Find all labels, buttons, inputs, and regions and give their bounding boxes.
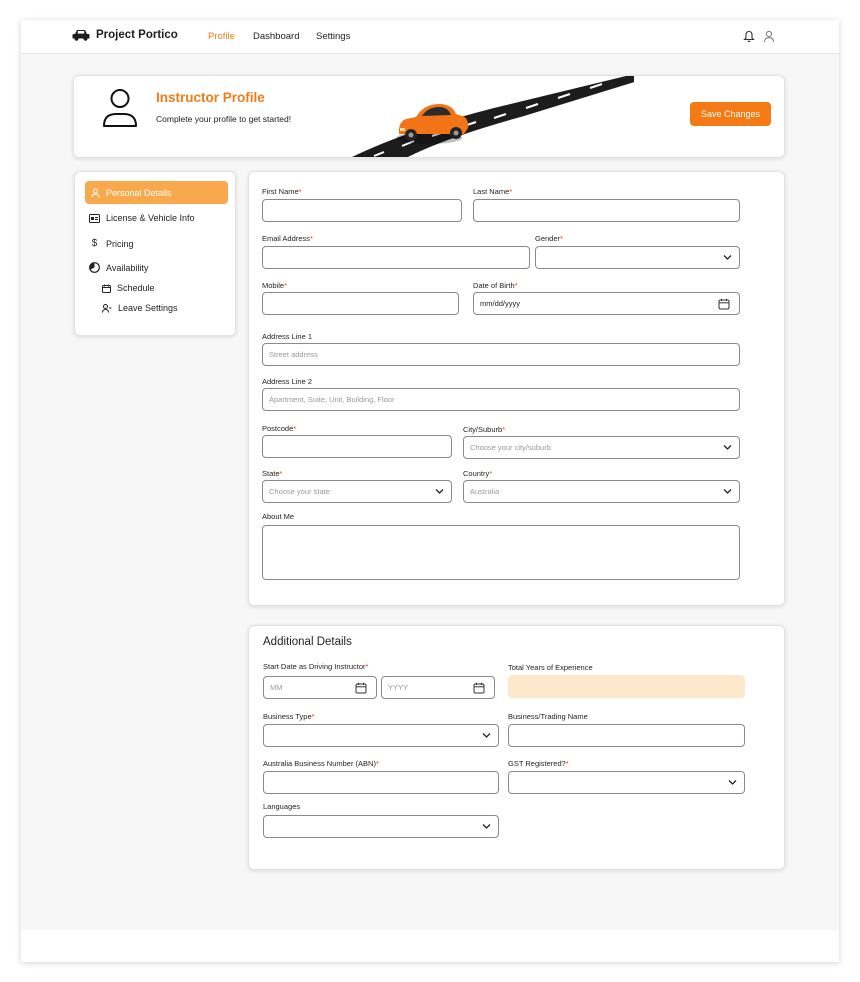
avatar-icon — [100, 88, 140, 130]
user-minus-icon — [102, 304, 112, 313]
calendar-icon[interactable] — [473, 682, 485, 694]
sidebar-item-label: Availability — [106, 262, 149, 273]
city-label: City/Suburb* — [463, 425, 506, 434]
sidebar-item-availability[interactable] — [89, 262, 148, 273]
gst-label: GST Registered?* — [508, 759, 569, 768]
postcode-label: Postcode* — [262, 424, 297, 433]
trading-name-input[interactable] — [508, 724, 745, 747]
state-label: State* — [262, 469, 283, 478]
start-year-input[interactable] — [381, 676, 495, 699]
start-date-label: Start Date as Driving Instructor* — [263, 662, 369, 671]
email-label: Email Address* — [262, 234, 313, 243]
first-name-input[interactable] — [262, 199, 462, 222]
email-input[interactable] — [262, 246, 530, 269]
start-month-input[interactable] — [263, 676, 377, 699]
personal-details-card — [248, 171, 785, 606]
address1-placeholder: Street address — [269, 350, 318, 359]
sidebar-item-leave-settings[interactable] — [102, 303, 178, 313]
profile-header-card — [73, 75, 785, 158]
calendar-icon[interactable] — [355, 682, 367, 694]
abn-input[interactable] — [263, 771, 499, 794]
address2-placeholder: Apartment, Suite, Unit, Building, Floor — [269, 395, 395, 404]
total-years-field — [508, 675, 745, 698]
about-textarea[interactable] — [262, 525, 740, 580]
profile-sidebar — [74, 171, 236, 336]
page-title: Instructor Profile — [156, 90, 265, 105]
languages-label: Languages — [263, 802, 301, 811]
dob-value: mm/dd/yyyy — [480, 299, 521, 308]
dob-input[interactable] — [473, 292, 740, 315]
sidebar-item-label: Pricing — [106, 238, 134, 249]
country-label: Country* — [463, 469, 493, 478]
address1-label: Address Line 1 — [262, 332, 313, 341]
total-years-label: Total Years of Experience — [508, 663, 593, 672]
car-icon — [72, 28, 90, 42]
state-select[interactable] — [262, 480, 452, 503]
address1-input[interactable] — [262, 343, 740, 366]
sidebar-item-label: Leave Settings — [118, 303, 178, 313]
about-label: About Me — [262, 512, 295, 521]
gender-label: Gender* — [535, 234, 563, 243]
gender-select[interactable] — [535, 246, 740, 269]
brand[interactable] — [72, 28, 178, 42]
car-on-road-illustration — [344, 76, 634, 158]
country-select[interactable] — [463, 480, 740, 503]
mobile-label: Mobile* — [262, 281, 288, 290]
id-card-icon — [89, 214, 100, 223]
top-navbar — [21, 20, 839, 54]
sidebar-item-label: Schedule — [117, 283, 155, 293]
sidebar-item-personal-details[interactable] — [85, 181, 228, 204]
calendar-icon[interactable] — [718, 298, 730, 310]
city-placeholder: Choose your city/suburb — [470, 443, 551, 452]
save-changes-button[interactable]: Save Changes — [690, 102, 771, 126]
nav-settings[interactable]: Settings — [316, 31, 351, 42]
sidebar-item-license[interactable] — [89, 213, 195, 223]
abn-label: Australia Business Number (ABN)* — [263, 759, 379, 768]
mobile-input[interactable] — [262, 292, 459, 315]
bell-icon[interactable] — [743, 30, 755, 43]
city-select[interactable] — [463, 436, 740, 459]
dob-label: Date of Birth* — [473, 281, 518, 290]
calendar-icon — [102, 284, 111, 293]
last-name-input[interactable] — [473, 199, 740, 222]
clock-icon — [89, 262, 100, 273]
nav-dashboard[interactable]: Dashboard — [253, 31, 300, 42]
chevron-down-icon — [723, 444, 732, 451]
brand-name: Project Portico — [96, 29, 178, 41]
country-value: Australia — [470, 487, 500, 496]
user-icon[interactable] — [763, 30, 775, 43]
chevron-down-icon — [723, 488, 732, 495]
postcode-input[interactable] — [262, 435, 452, 458]
chevron-down-icon — [435, 488, 444, 495]
nav-profile[interactable]: Profile — [208, 31, 235, 42]
state-placeholder: Choose your state — [269, 487, 330, 496]
month-placeholder: MM — [270, 683, 283, 692]
business-type-label: Business Type* — [263, 712, 315, 721]
sidebar-item-label: Personal Details — [106, 187, 172, 198]
chevron-down-icon — [723, 254, 732, 261]
additional-details-card — [248, 625, 785, 870]
dollar-icon: $ — [91, 238, 98, 249]
last-name-label: Last Name* — [473, 187, 513, 196]
page-subtitle: Complete your profile to get started! — [156, 114, 292, 124]
languages-select[interactable] — [263, 815, 499, 838]
business-type-select[interactable] — [263, 724, 499, 747]
chevron-down-icon — [482, 732, 491, 739]
address2-label: Address Line 2 — [262, 377, 313, 386]
first-name-label: First Name* — [262, 187, 302, 196]
address2-input[interactable] — [262, 388, 740, 411]
chevron-down-icon — [728, 779, 737, 786]
footer-strip — [21, 930, 839, 962]
chevron-down-icon — [482, 823, 491, 830]
trading-name-label: Business/Trading Name — [508, 712, 588, 721]
app-window — [21, 20, 839, 962]
sidebar-item-pricing[interactable] — [89, 238, 134, 249]
section-title: Additional Details — [263, 636, 352, 648]
user-icon — [91, 188, 100, 198]
sidebar-item-schedule[interactable] — [102, 283, 155, 293]
sidebar-item-label: License & Vehicle Info — [106, 213, 195, 223]
gst-select[interactable] — [508, 771, 745, 794]
year-placeholder: YYYY — [388, 683, 409, 692]
